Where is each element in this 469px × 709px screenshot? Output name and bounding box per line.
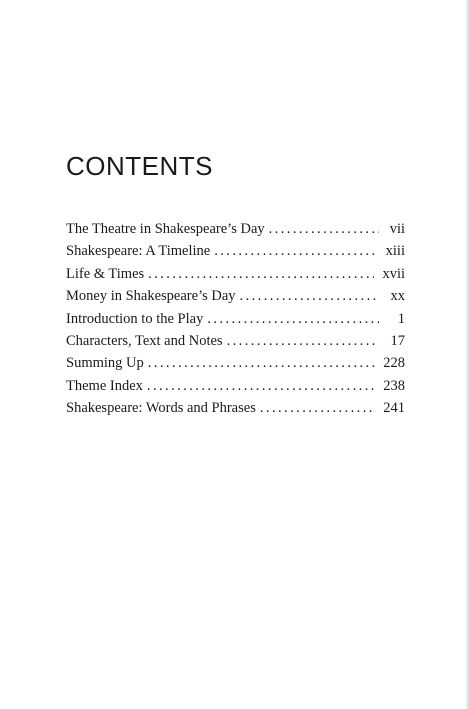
toc-entry-page: 1 — [397, 310, 405, 327]
toc-entry[interactable] — [66, 240, 405, 262]
toc-entry-label: The Theatre in Shakespeare’s Day — [66, 221, 265, 237]
dot-leader — [148, 263, 374, 285]
toc-entry-label: Summing Up — [66, 355, 144, 372]
toc-entry-label: Life & Times — [66, 265, 145, 282]
toc-entry[interactable] — [66, 285, 405, 307]
toc-entry-page: xx — [390, 288, 405, 305]
dot-leader — [148, 352, 376, 374]
toc-entry-label: Shakespeare: A Timeline — [66, 243, 211, 260]
toc-entry-page: xiii — [385, 243, 405, 260]
toc-entry-page: 228 — [383, 355, 405, 372]
dot-leader — [260, 397, 375, 419]
toc-entry[interactable] — [66, 397, 405, 419]
dot-leader — [207, 308, 379, 330]
toc-entry-page: 238 — [383, 377, 405, 394]
toc-entry-page: vii — [389, 221, 405, 237]
toc-entry-label: Theme Index — [66, 377, 143, 394]
toc-entry[interactable] — [66, 375, 405, 397]
dot-leader — [240, 285, 379, 307]
toc-entry-page: 241 — [383, 400, 405, 417]
toc-entry-label: Shakespeare: Words and Phrases — [66, 400, 256, 417]
toc-entry[interactable] — [66, 330, 405, 352]
toc-entry-label: Characters, Text and Notes — [66, 332, 223, 349]
toc-entry[interactable] — [66, 218, 405, 240]
dot-leader — [147, 375, 375, 397]
dot-leader — [269, 218, 379, 240]
toc-entry[interactable] — [66, 308, 405, 330]
dot-leader — [214, 240, 377, 262]
toc-entry-page: xvii — [382, 265, 405, 282]
contents-title: CONTENTS — [66, 151, 213, 181]
toc-entry[interactable] — [66, 263, 405, 285]
table-of-contents — [66, 218, 405, 420]
toc-entry[interactable] — [66, 352, 405, 374]
toc-entry-page: 17 — [390, 332, 405, 349]
dot-leader — [227, 330, 379, 352]
toc-entry-label: Money in Shakespeare’s Day — [66, 288, 236, 305]
toc-entry-label: Introduction to the Play — [66, 310, 204, 327]
